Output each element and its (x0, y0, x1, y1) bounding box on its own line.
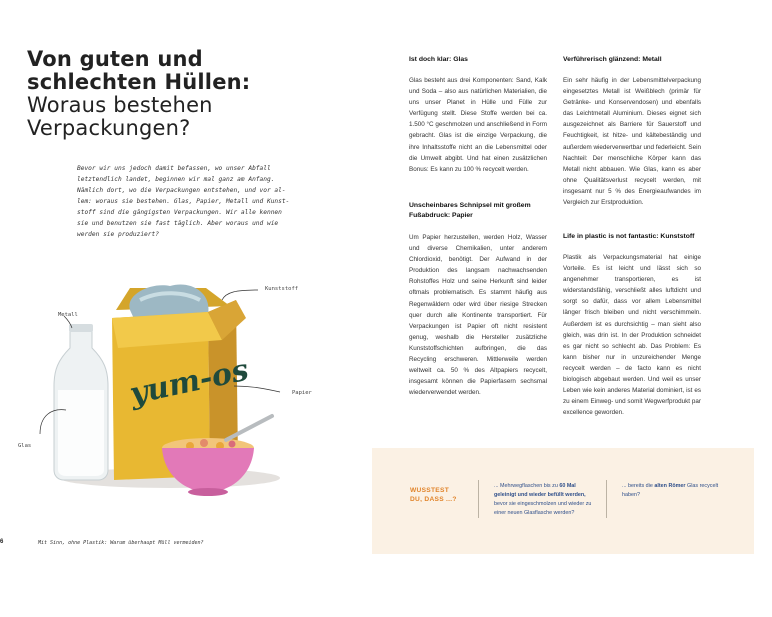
fact-2 (622, 482, 722, 500)
intro-paragraph: Bevor wir uns jedoch damit befassen, wo unser Abfall letztendlich landet, beginnen wir mal ganz am Anfang. Nämlich dort, wo die Verpackungen entstehen, und vor al- lem: woraus sie bestehen. Glas, Papier, Metall und Kunst- stoff sind die gängigsten Verpackungen. Wir alle kennen sie und benutzen sie fast täglich. Aber woraus und wie werden sie produziert? (77, 165, 290, 238)
label-glas: Glas (18, 443, 32, 449)
box-logo-text: yum-os (126, 352, 252, 412)
heading-metall: Verführerisch glänzend: Metall (563, 56, 662, 63)
text-kunststoff: Plastik als Verpackungsmaterial hat einige Vorteile. Es ist leicht und lässt sich so angenehmer transportieren, es ist widerstandsfähig, verschließt alles luftdicht und sorgt so dafür, dass vor allem Lebensmittel länger frisch bleiben und nicht verschimmeln. Außerdem ist es durchsichtig – man sieht also gleich, was drin ist. In der Produktion schneidet es gar nicht so schlecht ab. Das Problem: Es kann bisher nur in unzureichender Menge recycelt werden – de facto kann es nicht biologisch abgebaut werden. Und weil es unser Leben wie kein anderes Material dominiert, ist es zu einem Einweg- und somit Wegwerfprodukt par excellence geworden. (563, 254, 701, 417)
title-rest: Woraus bestehen Verpackungen? (27, 93, 213, 140)
running-footer: Mit Sinn, ohne Plastik: Warum überhaupt Müll vermeiden? (38, 540, 204, 546)
label-metall: Metall (58, 312, 78, 318)
fact-1-a: ... Mehrwegflaschen bis zu (494, 483, 560, 489)
fact-divider-1 (478, 480, 479, 518)
fact-1 (494, 482, 596, 518)
text-papier: Um Papier herzustellen, werden Holz, Wasser und diverse Chemikalien, unter anderem Chlordioxid, benötigt. Der Aufwand in der Produktion des langsam nachwachsenden Rohstoffes Holz und seine Herkunft sind leider oftmals problematisch. Es stammt häufig aus Regenwäldern oder wird über riesige Strecken quer durch alle Kontinente transportiert. Für Verpackungen ist Papier oft nicht resistent genug, weshalb die Hersteller zusätzliche Kunststoffschichten aufbringen, die das Recycling erschweren. Mittlerweile werden weltweit ca. 50 % des Altpapiers recycelt, insgesamt können die Papierfasern sechsmal wiederverwendet werden. (409, 234, 547, 397)
fact-divider-2 (606, 480, 607, 518)
text-glas: Glas besteht aus drei Komponenten: Sand, Kalk und Soda – also aus natürlichen Materialien, die uns unser Planet in Hülle und Fülle zur Verfügung stellt. Diese Stoffe werden bei ca. 1.500 °C geschmolzen und anschließend in Form gebracht. Glas ist die einzige Verpackung, die ihre Inhaltsstoffe nicht an die Lebensmittel oder die Umwelt abgibt. Und hat einen zusätzlichen Bonus: Es kann zu 100 % recycelt werden. (409, 77, 547, 173)
fact-2-b: alten Römer (654, 483, 686, 489)
fact-2-a: ... bereits die (622, 483, 655, 489)
heading-glas: Ist doch klar: Glas (409, 56, 468, 63)
label-kunststoff: Kunststoff (265, 286, 299, 292)
fact-box-title: WUSSTEST DU, DASS ...? (410, 487, 457, 503)
label-papier: Papier (292, 390, 312, 396)
page-number: 6 (0, 539, 4, 545)
fact-2-c: Glas recycelt haben? (622, 483, 719, 498)
heading-kunststoff: Life in plastic is not fantastic: Kunststoff (563, 233, 695, 240)
fact-1-b: 60 Mal geleinigt und wieder befüllt werden, (494, 483, 586, 498)
heading-papier: Unscheinbares Schnipsel mit großem Fußabdruck: Papier (409, 202, 531, 219)
text-metall: Ein sehr häufig in der Lebensmittelverpackung eingesetztes Metall ist Weißblech (primär für Getränke- und Konservendosen) und ebenfalls das Leichtmetall Aluminium. Dieses eignet sich ausgezeichnet als Barriere für Sauerstoff und Feuchtigkeit, ist hitze- und kältebeständig und außerdem wiederverwertbar und federleicht. Sein Nachteil: Der menschliche Körper kann das Metall nicht abbauen. Wie Glas, kann es aber ohne Qualitätsverlust recycelt werden, mit insgesamt nur 5 % des Energieaufwandes im Vergleich zur Erstproduktion. (563, 77, 701, 207)
page-title (27, 48, 327, 140)
fact-1-c: bevor sie eingeschmolzen und wieder zu einer neuen Glasflasche werden? (494, 501, 592, 516)
packaging-illustration (0, 270, 330, 510)
title-bold: Von guten und schlechten Hüllen: (27, 47, 251, 94)
